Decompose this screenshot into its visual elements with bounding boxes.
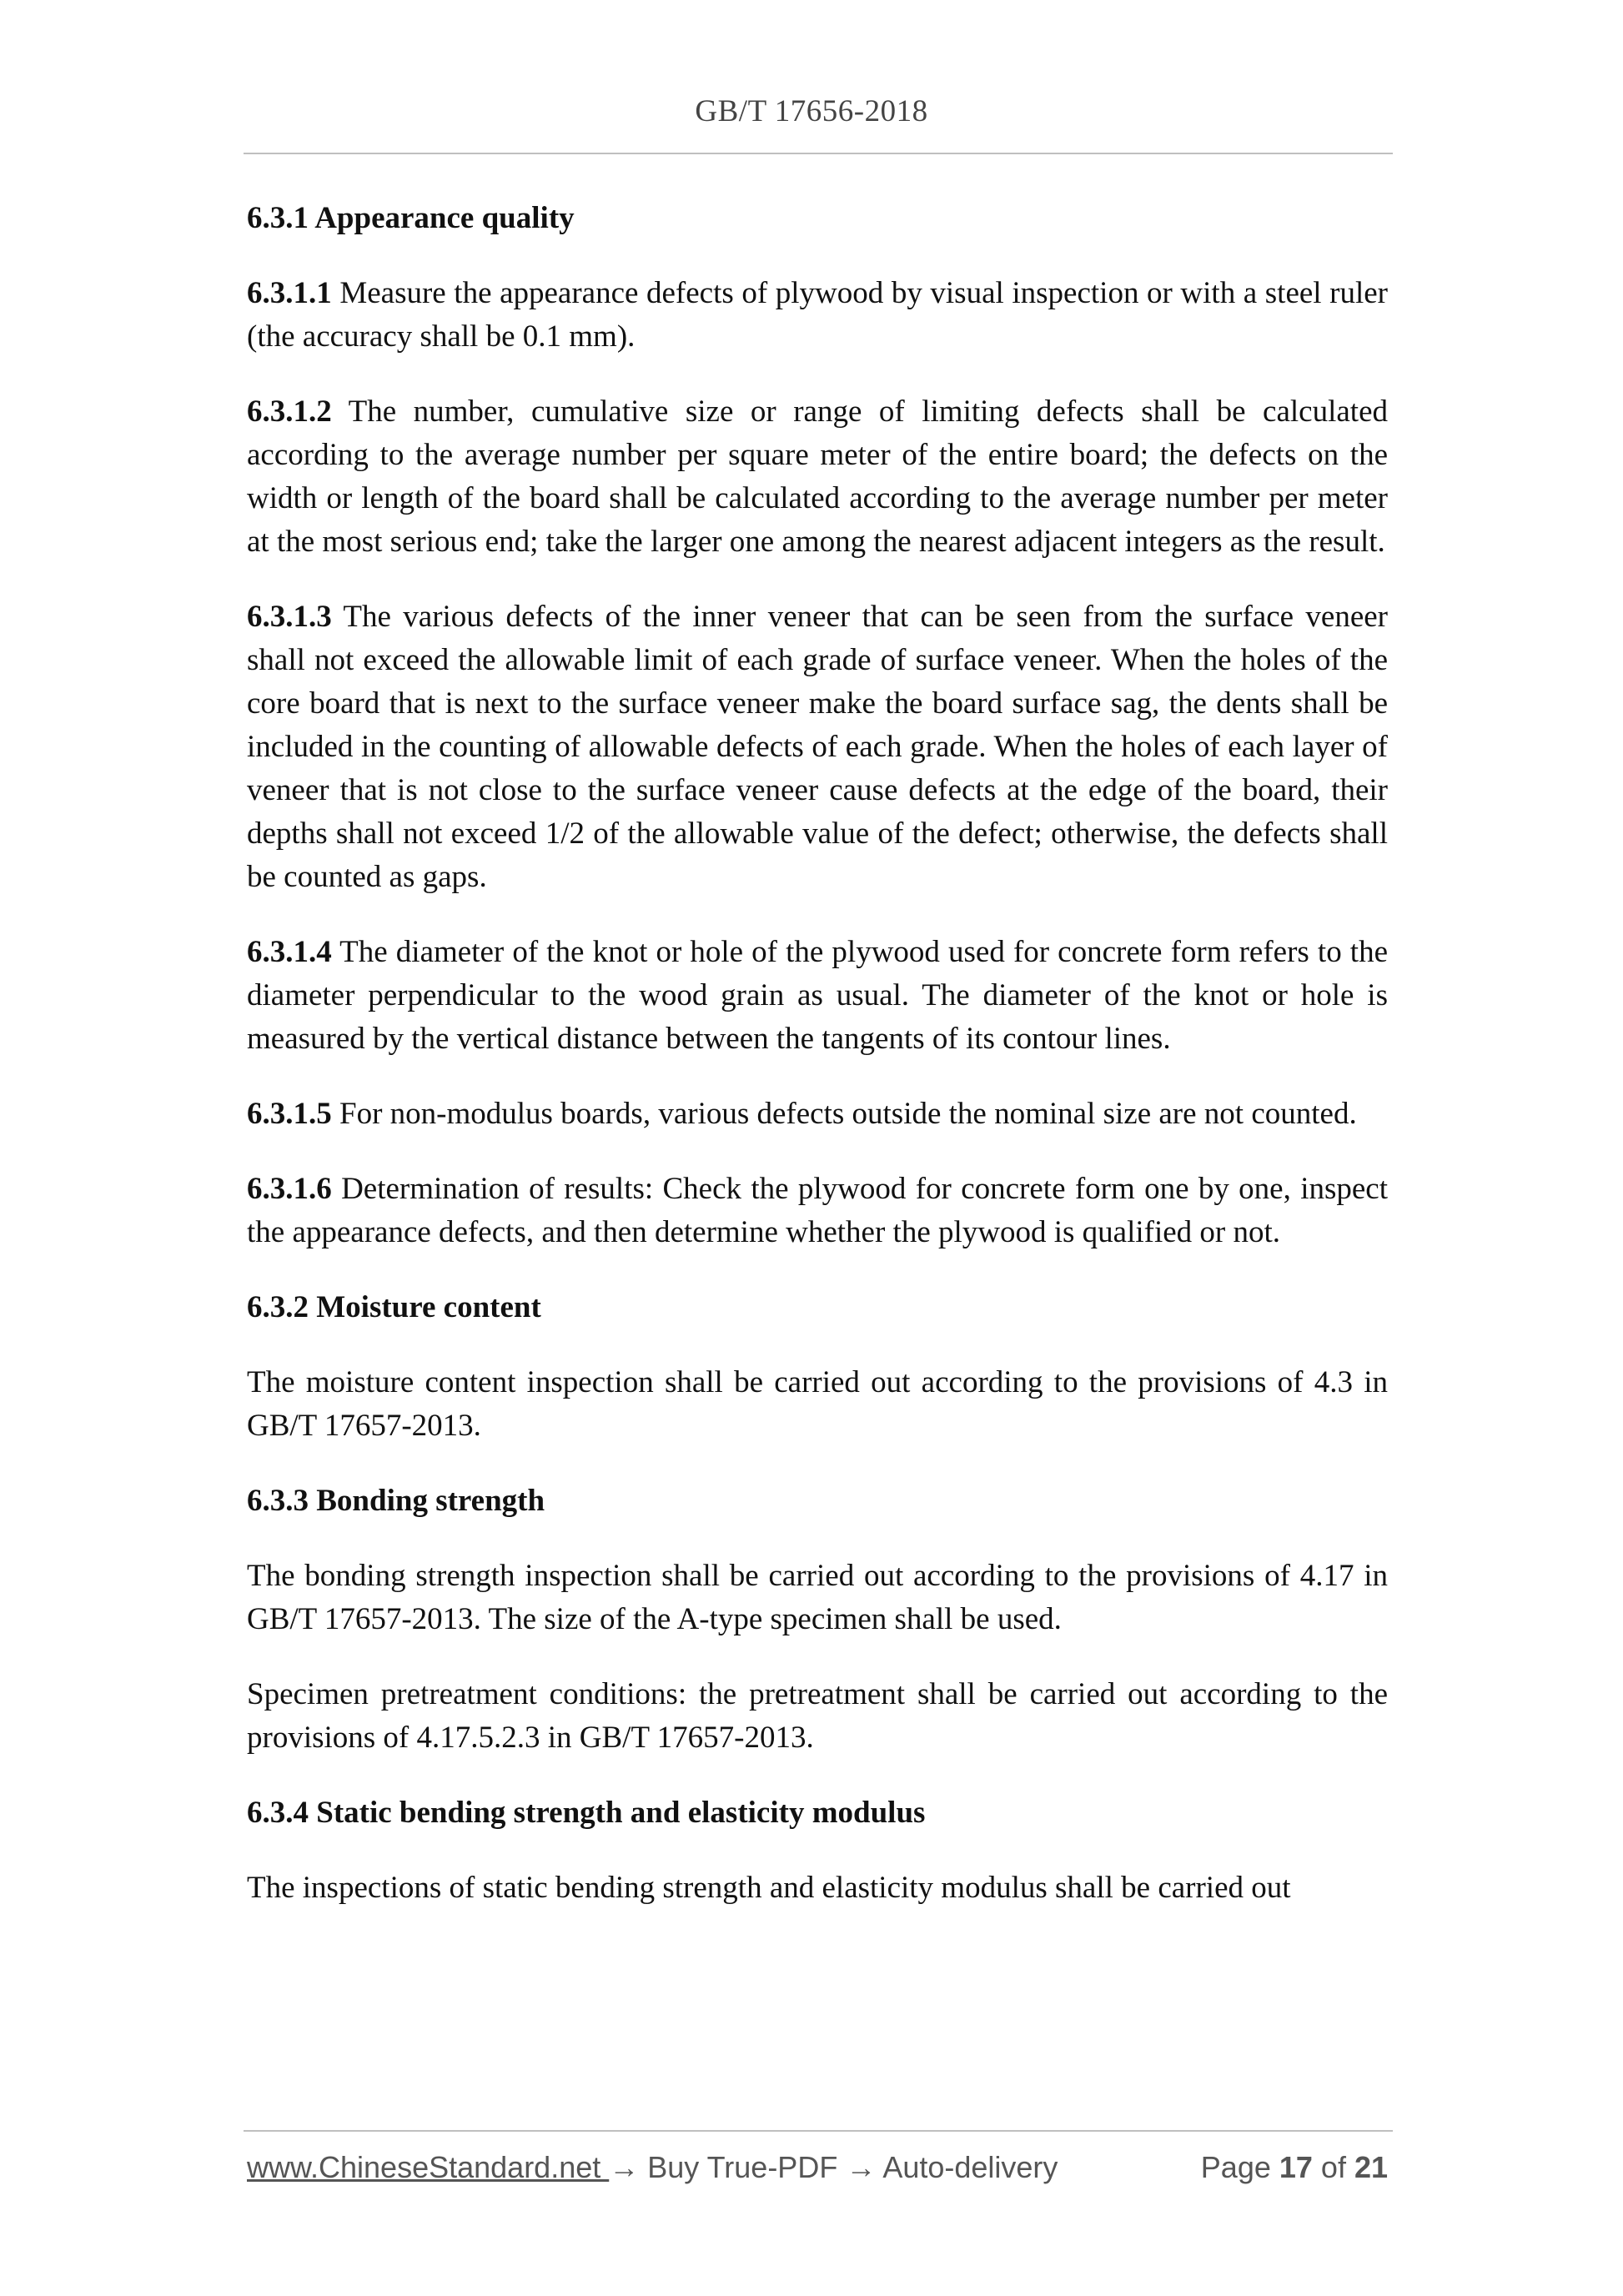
page-current: 17 bbox=[1279, 2150, 1313, 2184]
buy-true-pdf-text: Buy True-PDF bbox=[639, 2150, 847, 2184]
paragraph-text: Measure the appearance defects of plywood by visual inspection or with a steel ruler (the accuracy shall be 0.1 mm). bbox=[247, 276, 1388, 354]
arrow-right-icon: → bbox=[846, 2150, 877, 2184]
paragraph-text: The number, cumulative size or range of limiting defects shall be calculated according to the average number per square meter of the entire board; the defects on the width or length of the board shall be calculated according to the average number per meter at the most serious end; take the larger one among the nearest adjacent integers as the result. bbox=[247, 394, 1388, 559]
clause-number: 6.3.1.6 bbox=[247, 1172, 332, 1206]
paragraph-bonding-strength: The bonding strength inspection shall be carried out according to the provisions of 4.17 in GB/T 17657-2013. The size of the A-type specimen shall be used. bbox=[247, 1559, 1388, 1636]
clause-number: 6.3.1.3 bbox=[247, 600, 332, 634]
website-link[interactable]: www.ChineseStandard.net bbox=[247, 2150, 610, 2184]
page-label: Page bbox=[1200, 2150, 1279, 2184]
paragraph-text: The diameter of the knot or hole of the plywood used for concrete form refers to the diameter perpendicular to the wood grain as usual. The diameter of the knot or hole is measured by the vertical distance between the tangents of its contour lines. bbox=[247, 935, 1388, 1056]
paragraph-static-bending: The inspections of static bending strength and elasticity modulus shall be carried out bbox=[247, 1871, 1291, 1905]
clause-number: 6.3.1.4 bbox=[247, 935, 332, 969]
paragraph-6-3-1-1 bbox=[247, 272, 1388, 359]
section-heading-6-3-2: 6.3.2 Moisture content bbox=[247, 1290, 541, 1324]
arrow-right-icon: → bbox=[609, 2150, 640, 2184]
auto-delivery-text: Auto-delivery bbox=[876, 2150, 1058, 2184]
page-number bbox=[1201, 2150, 1388, 2185]
page-of-label: of bbox=[1312, 2150, 1354, 2184]
paragraph-6-3-1-6 bbox=[247, 1168, 1388, 1254]
paragraph-text: For non-modulus boards, various defects outside the nominal size are not counted. bbox=[331, 1097, 1357, 1131]
page-total: 21 bbox=[1354, 2150, 1388, 2184]
clause-number: 6.3.1.5 bbox=[247, 1097, 332, 1131]
paragraph-6-3-1-2 bbox=[247, 390, 1388, 564]
document-header: GB/T 17656-2018 bbox=[695, 94, 928, 128]
footer-divider bbox=[244, 2130, 1393, 2132]
paragraph-6-3-1-3 bbox=[247, 595, 1388, 899]
section-heading-6-3-4: 6.3.4 Static bending strength and elasticity modulus bbox=[247, 1796, 926, 1830]
paragraph-text: The various defects of the inner veneer that can be seen from the surface veneer shall not exceed the allowable limit of each grade of surface veneer. When the holes of the core board that is next to the surface veneer make the board surface sag, the dents shall be included in the counting of allowable defects of each grade. When the holes of each layer of veneer that is not close to the surface veneer cause defects at the edge of the board, their depths shall not exceed 1/2 of the allowable value of the defect; otherwise, the defects shall be counted as gaps. bbox=[247, 600, 1388, 894]
page-footer bbox=[247, 2150, 1388, 2185]
paragraph-6-3-1-4 bbox=[247, 931, 1388, 1061]
paragraph-text: Determination of results: Check the plywood for concrete form one by one, inspect the appearance defects, and then determine whether the plywood is qualified or not. bbox=[247, 1172, 1388, 1249]
paragraph-pretreatment: Specimen pretreatment conditions: the pretreatment shall be carried out according to the provisions of 4.17.5.2.3 in GB/T 17657-2013. bbox=[247, 1677, 1388, 1755]
section-heading-6-3-1: 6.3.1 Appearance quality bbox=[247, 201, 575, 235]
header-divider bbox=[244, 153, 1393, 154]
paragraph-moisture-content: The moisture content inspection shall be carried out according to the provisions of 4.3 in GB/T 17657-2013. bbox=[247, 1365, 1388, 1443]
paragraph-6-3-1-5 bbox=[247, 1093, 1388, 1136]
document-body bbox=[247, 197, 1388, 1942]
section-heading-6-3-3: 6.3.3 Bonding strength bbox=[247, 1484, 545, 1518]
clause-number: 6.3.1.2 bbox=[247, 394, 332, 429]
clause-number: 6.3.1.1 bbox=[247, 276, 332, 310]
